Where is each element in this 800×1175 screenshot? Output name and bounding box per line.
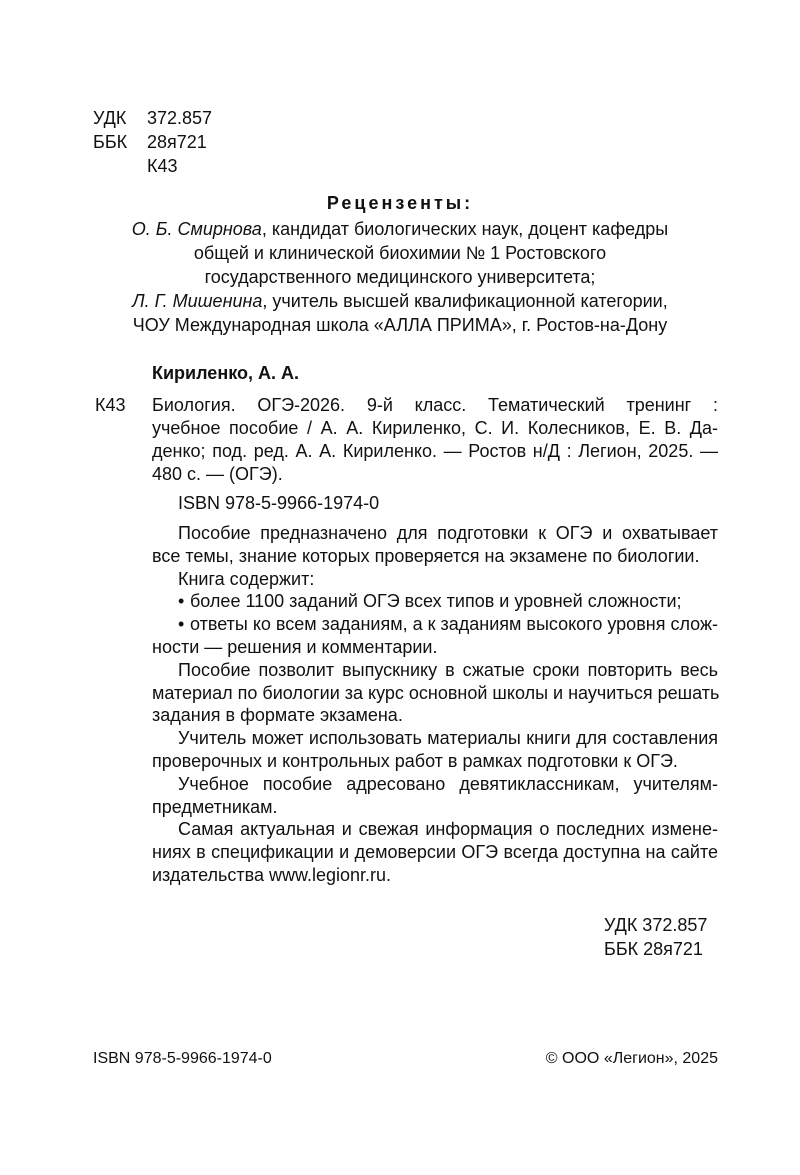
annotation-line: ности — решения и комментарии. [152,636,438,657]
reviewer1-line2: общей и клинической биохимии № 1 Ростовского [193,243,607,263]
bib-line: 480 с. — (ОГЭ). [152,464,283,484]
reviewer1-line1: О. Б. Смирнова, кандидат биологических наук, доцент кафедры [131,219,669,239]
udk-right: УДК 372.857 [604,915,708,935]
footer-copyright: © ООО «Легион», 2025 [545,1050,718,1067]
bibliographic-record [152,394,718,486]
annotation-line: задания в формате экзамена. [152,705,403,726]
reviewer1-name: О. Б. Смирнова [131,219,262,239]
reviewer2-line1: Л. Г. Мишенина, учитель высшей квалификационной категории, [132,291,668,311]
bbk-right: ББК 28я721 [604,939,703,959]
bbk-row [93,131,212,155]
bib-isbn: ISBN 978-5-9966-1974-0 [178,493,380,513]
bbk-value: 28я721 [147,132,207,152]
classification-codes-right [604,914,707,962]
reviewers-block [0,218,800,338]
annotation-line: проверочных и контрольных работ в рамках подготовки к ОГЭ. [152,750,678,771]
udk-value: 372.857 [147,108,213,128]
annotation-line: Книга содержит: [178,568,315,589]
annotation-line: материал по биологии за курс основной школы и научиться решать [152,682,720,703]
reviewer2-line2: ЧОУ Международная школа «АЛЛА ПРИМА», г. Ростов-на-Дону [132,315,668,335]
annotation-line: Пособие позволит выпускнику в сжатые сроки повторить весь [178,659,718,680]
footer-isbn: ISBN 978-5-9966-1974-0 [93,1050,272,1067]
reviewer2-name: Л. Г. Мишенина [132,291,263,311]
bullet-icon [178,591,190,611]
author-mark-row [93,155,212,179]
bib-author: Кириленко, А. А. [152,363,299,383]
annotation-line: ниях в спецификации и демоверсии ОГЭ всегда доступна на сайте [152,842,718,863]
annotation-line: Учебное пособие адресовано девятиклассникам, учителям- [178,773,718,794]
udk-label: УДК [93,108,127,128]
bbk-label: ББК [93,132,128,152]
bib-mark: К43 [95,395,126,415]
bib-line: Биология. ОГЭ-2026. 9-й класс. Тематический тренинг : [152,395,718,415]
udk-row [93,107,212,131]
annotation-line: предметникам. [152,796,278,817]
reviewers-title: Рецензенты: [326,193,474,213]
annotation-line: Учитель может использовать материалы книги для составления [178,728,718,749]
annotation-line: Пособие предназначено для подготовки к ОГЭ и охватывает [178,523,718,543]
annotation-line: издательства www.legionr.ru. [152,864,392,885]
bullet-icon [178,614,190,634]
annotation-bullet: • ответы ко всем заданиям, а к заданиям высокого уровня слож- [152,613,718,636]
bib-line: учебное пособие / А. А. Кириленко, С. И. Колесников, Е. В. Да- [152,418,718,438]
annotation [152,522,718,887]
classification-codes [93,107,212,179]
reviewer1-line3: государственного медицинского университета; [204,267,596,287]
annotation-line: Самая актуальная и свежая информация о последних измене- [178,819,718,840]
author-mark: К43 [147,156,178,176]
annotation-bullet: • более 1100 заданий ОГЭ всех типов и уровней сложности; [152,590,718,613]
annotation-line: все темы, знание которых проверяется на экзамене по биологии. [152,545,700,566]
bib-line: денко; под. ред. А. А. Кириленко. — Ростов н/Д : Легион, 2025. — [152,441,718,461]
